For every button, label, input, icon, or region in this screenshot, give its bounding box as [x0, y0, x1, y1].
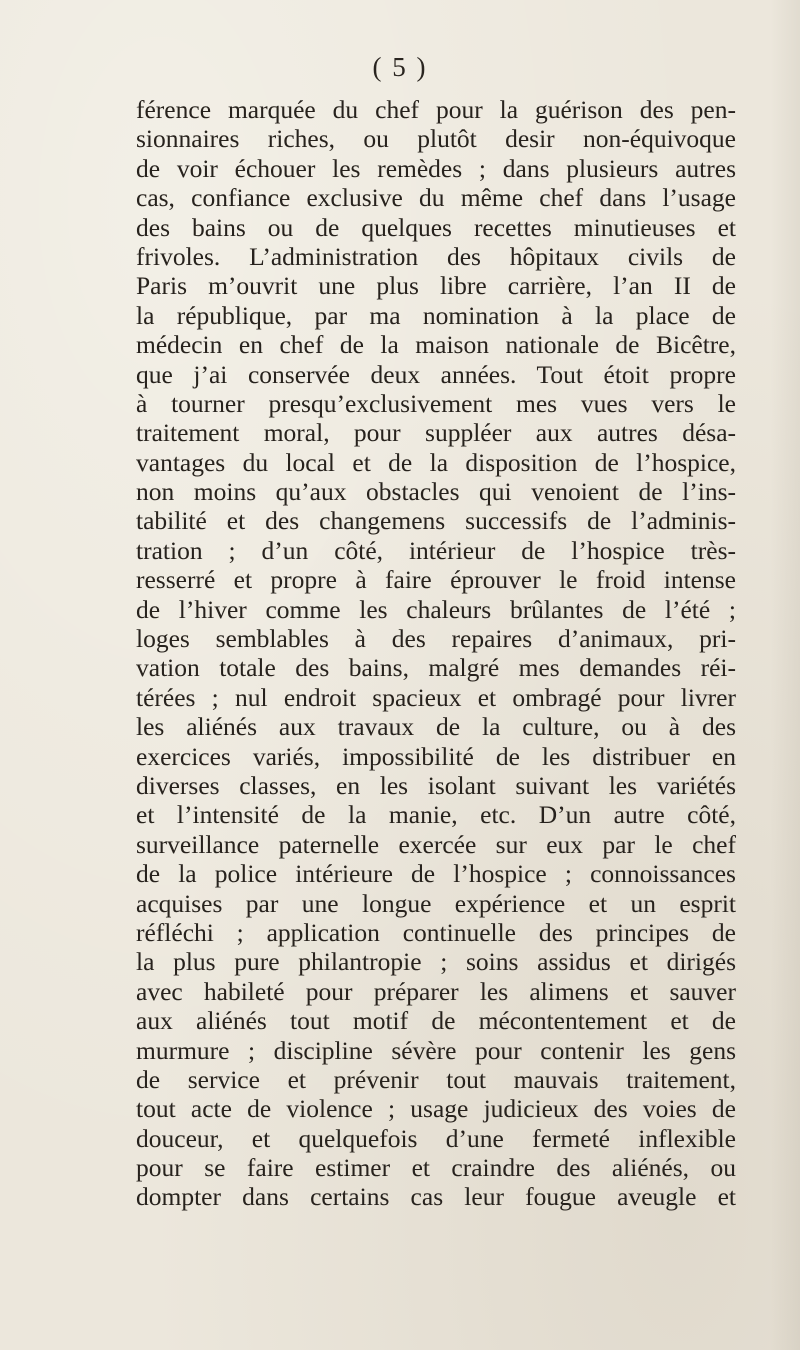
text-line: à tourner presqu’exclusivement mes vues vers le	[136, 388, 736, 418]
text-line: aux aliénés tout motif de mécontentement et de	[136, 1006, 736, 1036]
text-line: acquises par une longue expérience et un esprit	[136, 888, 736, 918]
text-line: et l’intensité de la manie, etc. D’un autre côté,	[136, 800, 736, 830]
text-line: surveillance paternelle exercée sur eux par le chef	[136, 829, 736, 859]
text-line: la république, par ma nomination à la place de	[136, 300, 736, 330]
text-line: de service et prévenir tout mauvais traitement,	[136, 1064, 736, 1094]
text-line: térées ; nul endroit spacieux et ombragé pour livrer	[136, 682, 736, 712]
text-line: tout acte de violence ; usage judicieux des voies de	[136, 1094, 736, 1124]
text-line: férence marquée du chef pour la guérison des pen-	[136, 95, 736, 124]
text-line: réfléchi ; application continuelle des principes de	[136, 917, 736, 947]
body-text	[136, 95, 736, 1212]
page-edge-shadow	[770, 0, 800, 1350]
text-line: tration ; d’un côté, intérieur de l’hospice très-	[136, 535, 736, 565]
text-line: cas, confiance exclusive du même chef dans l’usage	[136, 183, 736, 213]
text-line: que j’ai conservée deux années. Tout étoit propre	[136, 359, 736, 389]
text-line: loges semblables à des repaires d’animaux, pri-	[136, 624, 736, 654]
text-line: avec habileté pour préparer les alimens et sauver	[136, 976, 736, 1006]
text-line: vation totale des bains, malgré mes demandes réi-	[136, 653, 736, 683]
page-number: ( 5 )	[372, 52, 428, 82]
text-line: murmure ; discipline sévère pour contenir les gens	[136, 1035, 736, 1065]
text-line: la plus pure philantropie ; soins assidus et dirigés	[136, 947, 736, 977]
text-line: non moins qu’aux obstacles qui venoient de l’ins-	[136, 477, 736, 507]
text-line: de voir échouer les remèdes ; dans plusieurs autres	[136, 153, 736, 183]
text-line: diverses classes, en les isolant suivant les variétés	[136, 770, 736, 800]
text-line: douceur, et quelquefois d’une fermeté inflexible	[136, 1123, 736, 1153]
text-line: sionnaires riches, ou plutôt desir non-équivoque	[136, 124, 736, 154]
text-line: pour se faire estimer et craindre des aliénés, ou	[136, 1153, 736, 1183]
text-line: resserré et propre à faire éprouver le froid intense	[136, 565, 736, 595]
text-line: vantages du local et de la disposition de l’hospice,	[136, 447, 736, 477]
text-line: Paris m’ouvrit une plus libre carrière, l’an II de	[136, 271, 736, 301]
text-line: médecin en chef de la maison nationale de Bicêtre,	[136, 330, 736, 360]
text-line: des bains ou de quelques recettes minutieuses et	[136, 212, 736, 242]
text-line: traitement moral, pour suppléer aux autres désa-	[136, 418, 736, 448]
text-line: dompter dans certains cas leur fougue aveugle et	[136, 1182, 736, 1212]
text-line: de l’hiver comme les chaleurs brûlantes de l’été ;	[136, 594, 736, 624]
text-line: exercices variés, impossibilité de les distribuer en	[136, 741, 736, 771]
text-line: tabilité et des changemens successifs de l’adminis-	[136, 506, 736, 536]
text-line: frivoles. L’administration des hôpitaux civils de	[136, 241, 736, 271]
text-line: de la police intérieure de l’hospice ; connoissances	[136, 859, 736, 889]
text-line: les aliénés aux travaux de la culture, ou à des	[136, 712, 736, 742]
